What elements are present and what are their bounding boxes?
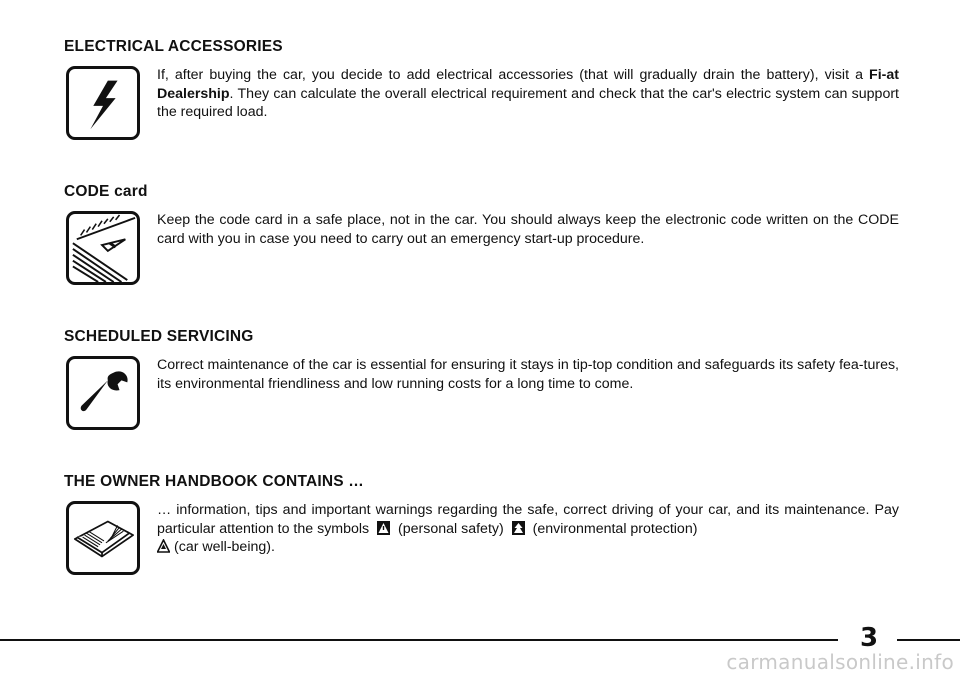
section-scheduled-servicing: [64, 328, 900, 392]
lightning-bolt-icon: [66, 66, 140, 140]
footer-rule-right: [897, 639, 960, 641]
section-heading: THE OWNER HANDBOOK CONTAINS …: [64, 473, 365, 490]
section-code-card: [64, 183, 900, 247]
environmental-protection-icon: [512, 521, 525, 535]
personal-safety-warning-icon: [377, 521, 390, 535]
dealership-emphasis: Fi-at Dealership: [157, 67, 899, 102]
code-card-icon: [66, 211, 140, 285]
footer-rule-left: [0, 639, 838, 641]
section-body: If, after buying the car, you decide to add electrical accessories (that will gradually drain the battery), visit a Fi-at Dealership. They can calculate the overall electrical requirement and check that the car's electric system can support the required load.: [157, 67, 899, 121]
wrench-icon: [66, 356, 140, 430]
section-heading: ELECTRICAL ACCESSORIES: [64, 38, 283, 55]
section-electrical-accessories: [64, 38, 900, 121]
section-heading: CODE card: [64, 183, 148, 200]
section-body: … information, tips and important warnings regarding the safe, correct driving of your car, and its maintenance. Pay particular attention to the symbols (personal safety) (environmental protection) (car well-being).: [157, 502, 899, 556]
open-book-icon: [66, 501, 140, 575]
page-number: 3: [859, 623, 879, 653]
watermark: carmanualsonline.info: [726, 650, 954, 674]
section-body: Keep the code card in a safe place, not in the car. You should always keep the electronic code written on the CODE card with you in case you need to carry out an emergency start-up procedure.: [157, 212, 899, 247]
section-body: Correct maintenance of the car is essential for ensuring it stays in tip-top condition and safeguards its safety fea-tures, its environmental friendliness and low running costs for a long time to come.: [157, 357, 899, 392]
section-heading: SCHEDULED SERVICING: [64, 328, 254, 345]
section-owner-handbook: [64, 473, 900, 556]
car-well-being-icon: [157, 539, 170, 553]
